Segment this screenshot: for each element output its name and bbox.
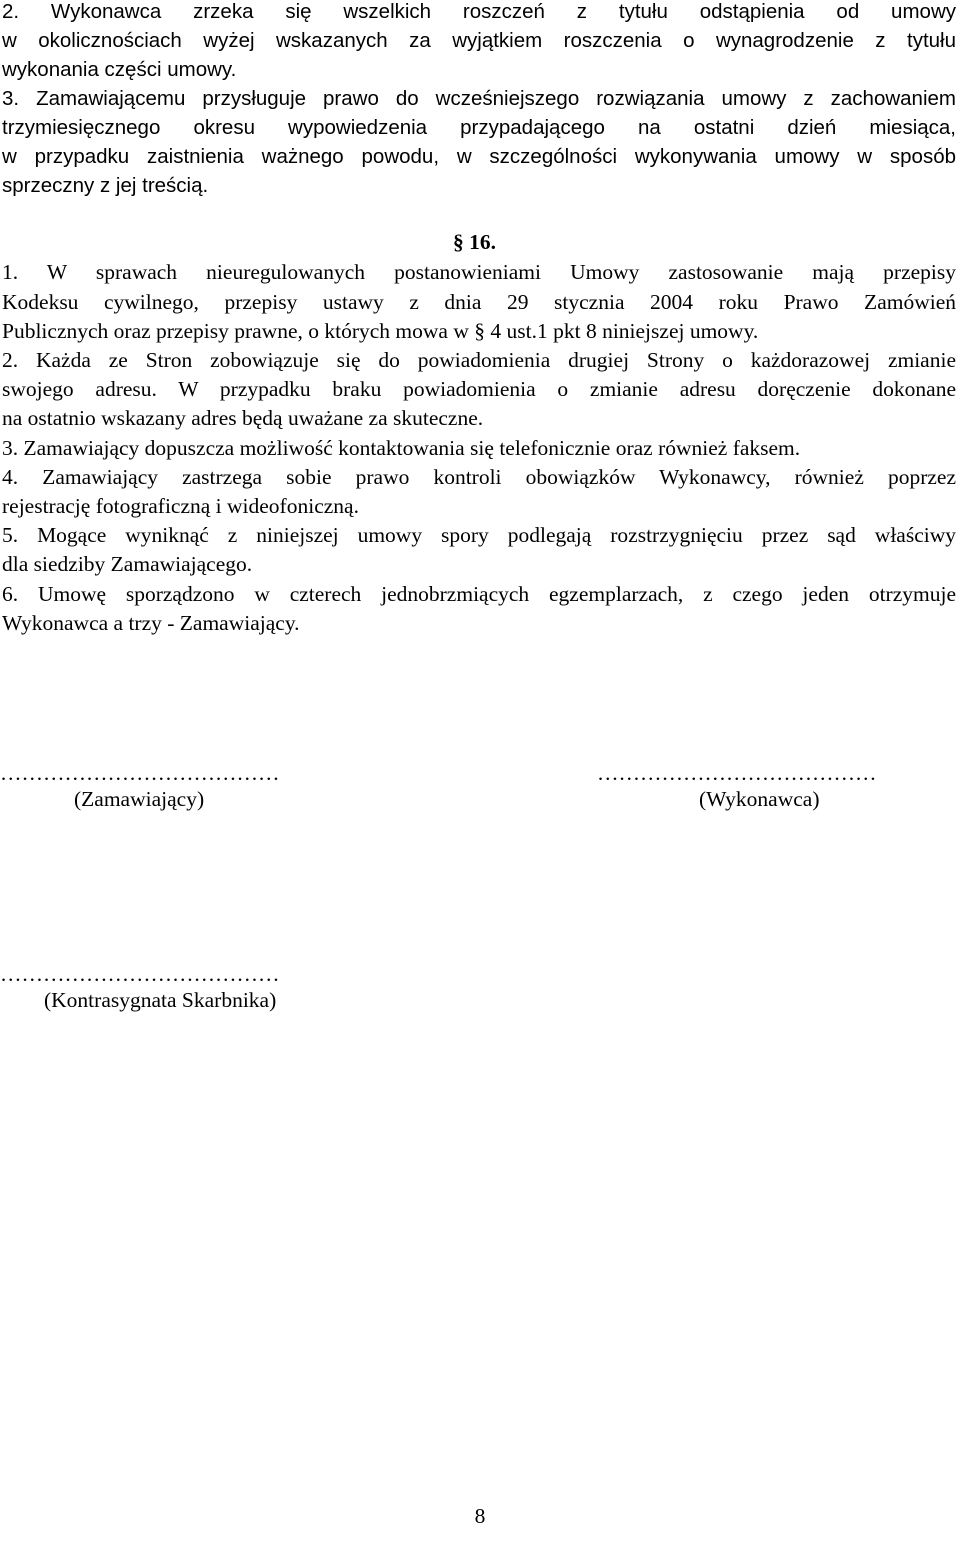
paragraph-line: Publicznych oraz przepisy prawne, o których mowa w § 4 ust.1 pkt 8 niniejszej umowy. xyxy=(2,319,759,343)
signature-line: ………………………………… xyxy=(597,761,877,785)
paragraph-line: Wykonawca a trzy - Zamawiający. xyxy=(2,611,300,635)
page-number: 8 xyxy=(474,1504,486,1528)
signature-label: (Wykonawca) xyxy=(699,787,820,811)
paragraph-line: na ostatnio wskazany adres będą uważane za skuteczne. xyxy=(2,406,484,430)
paragraph-line: 2. Wykonawca zrzeka się wszelkich roszczeń z tytułu odstąpienia od umowy xyxy=(2,0,956,23)
signature-label: (Kontrasygnata Skarbnika) xyxy=(44,988,277,1012)
paragraph-line: dla siedziby Zamawiającego. xyxy=(2,552,253,576)
section-16-heading: § 16. xyxy=(453,230,496,254)
paragraph-line: w okolicznościach wyżej wskazanych za wyjątkiem roszczenia o wynagrodzenie z tytułu xyxy=(2,29,956,52)
signature-line: ………………………………… xyxy=(0,761,280,785)
paragraph-line: 1. W sprawach nieuregulowanych postanowieniami Umowy zastosowanie mają przepisy xyxy=(2,260,956,284)
paragraph-line: trzymiesięcznego okresu wypowiedzenia przypadającego na ostatni dzień miesiąca, xyxy=(2,116,956,139)
paragraph-line: swojego adresu. W przypadku braku powiadomienia o zmianie adresu doręczenie dokonane xyxy=(2,377,956,401)
paragraph-line: sprzeczny z jej treścią. xyxy=(2,174,209,197)
paragraph-line: 5. Mogące wyniknąć z niniejszej umowy spory podlegają rozstrzygnięciu przez sąd właściwy xyxy=(2,523,956,547)
paragraph-line: rejestrację fotograficzną i wideofoniczną. xyxy=(2,494,359,518)
paragraph-line: 3. Zamawiającemu przysługuje prawo do wcześniejszego rozwiązania umowy z zachowaniem xyxy=(2,87,956,110)
paragraph-line: 2. Każda ze Stron zobowiązuje się do powiadomienia drugiej Strony o każdorazowej zmianie xyxy=(2,348,956,372)
signature-line: ………………………………… xyxy=(0,962,280,986)
paragraph-line: 4. Zamawiający zastrzega sobie prawo kontroli obowiązków Wykonawcy, również poprzez xyxy=(2,465,956,489)
paragraph-line: 6. Umowę sporządzono w czterech jednobrzmiących egzemplarzach, z czego jeden otrzymuje xyxy=(2,582,956,606)
paragraph-line: Kodeksu cywilnego, przepisy ustawy z dnia 29 stycznia 2004 roku Prawo Zamówień xyxy=(2,290,956,314)
signature-label: (Zamawiający) xyxy=(74,787,205,811)
paragraph-line: wykonania części umowy. xyxy=(2,58,237,81)
paragraph-line: 3. Zamawiający dopuszcza możliwość kontaktowania się telefonicznie oraz również faksem. xyxy=(2,436,801,460)
paragraph-line: w przypadku zaistnienia ważnego powodu, w szczególności wykonywania umowy w sposób xyxy=(2,145,956,168)
